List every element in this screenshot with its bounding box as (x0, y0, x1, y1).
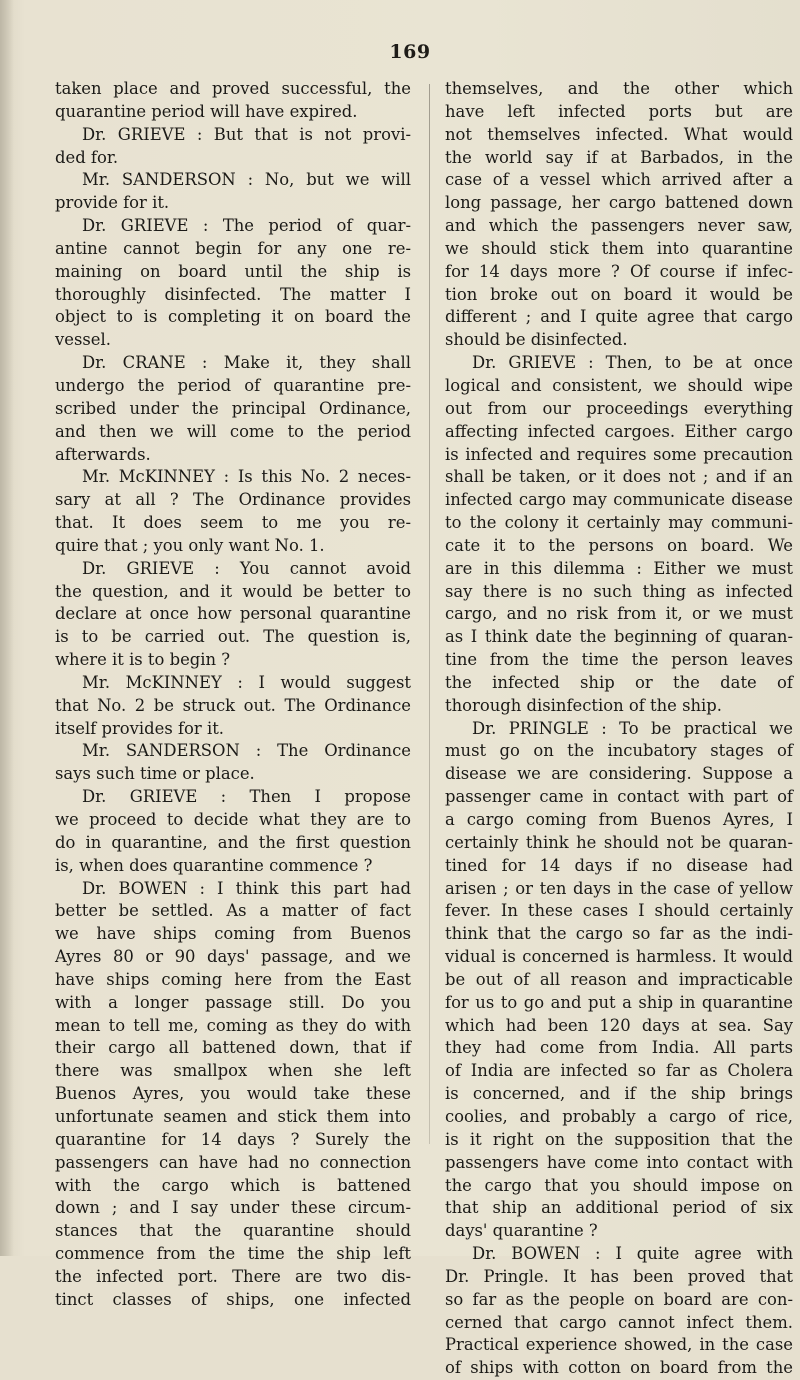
text-line: tine from the time the person leaves (445, 650, 793, 670)
text-line: are in this dilemma : Either we must (445, 558, 793, 578)
text-line: says such time or place. (55, 764, 255, 784)
text-line: maining on board until the ship is (55, 261, 411, 281)
text-line: for 14 days more ? Of course if infec- (445, 261, 793, 281)
text-line: days' quarantine ? (445, 1221, 598, 1241)
text-line: Dr. GRIEVE : Then I propose (82, 787, 411, 807)
text-line: is, when does quarantine commence ? (55, 855, 373, 875)
text-line: logical and consistent, we should wipe (445, 375, 793, 395)
text-line: where it is to begin ? (55, 650, 231, 670)
text-line: Buenos Ayres, you would take these (55, 1084, 411, 1104)
text-line: be out of all reason and impracticable (445, 969, 793, 989)
text-line: Dr. PRINGLE : To be practical we (472, 718, 793, 738)
text-line: shall be taken, or it does not ; and if an (445, 467, 793, 487)
text-line: with a longer passage still. Do you (55, 992, 411, 1012)
text-line: passengers can have had no connection (55, 1152, 411, 1172)
text-line: the infected port. There are two dis- (55, 1266, 411, 1286)
text-line: infected cargo may communicate disease (445, 490, 793, 510)
text-line: quarantine period will have expired. (55, 101, 358, 121)
text-line: and which the passengers never saw, (445, 216, 793, 236)
text-line: Mr. McKINNEY : I would suggest (82, 672, 411, 692)
text-line: must go on the incubatory stages of (445, 741, 793, 761)
text-line: that No. 2 be struck out. The Ordinance (55, 695, 411, 715)
text-line: object to is completing it on board the (55, 307, 411, 327)
text-line: Dr. GRIEVE : The period of quar- (82, 216, 411, 236)
text-line: mean to tell me, coming as they do with (55, 1015, 411, 1035)
column-divider (429, 84, 430, 1144)
text-line: for us to go and put a ship in quarantine (445, 992, 793, 1012)
text-line: which had been 120 days at sea. Say (445, 1015, 793, 1035)
text-line: we have ships coming from Buenos (55, 924, 411, 944)
text-line: is infected and requires some precaution (445, 444, 793, 464)
text-line: passenger came in contact with part of (445, 787, 793, 807)
text-line: better be settled. As a matter of fact (55, 901, 411, 921)
text-line: tinct classes of ships, one infected (55, 1289, 411, 1309)
text-line: we proceed to decide what they are to (55, 810, 411, 829)
text-line: we should stick them into quarantine (445, 238, 793, 258)
text-line: tined for 14 days if no disease had (445, 855, 793, 875)
text-line: passengers have come into contact with (445, 1152, 793, 1172)
text-line: down ; and I say under these circum- (55, 1198, 411, 1218)
text-line: think that the cargo so far as the indi- (445, 924, 793, 944)
text-line: scribed under the principal Ordinance, (55, 398, 411, 418)
text-line: and then we will come to the period (55, 421, 411, 441)
text-line: provide for it. (55, 193, 170, 213)
text-line: itself provides for it. (55, 718, 224, 738)
text-line: affecting infected cargoes. Either cargo (445, 421, 793, 441)
text-line: coolies, and probably a cargo of rice, (445, 1106, 793, 1126)
text-line: Dr. GRIEVE : You cannot avoid (82, 558, 411, 578)
text-line: as I think date the beginning of quaran- (445, 627, 793, 647)
text-line: Mr. SANDERSON : No, but we will (82, 170, 411, 190)
text-line: fever. In these cases I should certainly (445, 901, 793, 921)
page-number: 169 (389, 41, 431, 63)
text-line: antine cannot begin for any one re- (55, 238, 411, 258)
text-line: do in quarantine, and the first question (55, 832, 411, 852)
text-line: Dr. GRIEVE : Then, to be at once (472, 353, 793, 373)
text-line: cerned that cargo cannot infect them. (445, 1312, 793, 1332)
text-line: of India are infected so far as Cholera (445, 1061, 793, 1081)
text-line: out from our proceedings everything (445, 398, 793, 418)
text-line: so far as the people on board are con- (445, 1289, 793, 1309)
text-line: is to be carried out. The question is, (55, 627, 411, 647)
text-line: different ; and I quite agree that cargo (445, 307, 793, 327)
text-line: to the colony it certainly may communi- (445, 513, 793, 533)
page-edge-shadow (0, 0, 14, 1256)
text-line: a cargo coming from Buenos Ayres, I (445, 810, 793, 829)
text-line: with the cargo which is battened (55, 1175, 411, 1195)
text-line: sary at all ? The Ordinance provides (55, 490, 411, 510)
text-line: tion broke out on board it would be (445, 284, 793, 304)
text-line: their cargo all battened down, that if (55, 1038, 411, 1058)
text-line: cate it to the persons on board. We (445, 535, 793, 555)
text-line: taken place and proved successful, the (55, 79, 411, 98)
text-line: unfortunate seamen and stick them into (55, 1106, 411, 1126)
text-line: stances that the quarantine should (55, 1221, 411, 1241)
text-line: long passage, her cargo battened down (445, 193, 793, 213)
text-line: vessel. (55, 330, 111, 350)
text-line: Dr. CRANE : Make it, they shall (82, 353, 411, 373)
text-line: themselves, and the other which (445, 79, 793, 98)
text-line: there was smallpox when she left (55, 1061, 411, 1081)
text-line: is it right on the supposition that the (445, 1129, 793, 1149)
text-line: Mr. McKINNEY : Is this No. 2 neces- (82, 467, 411, 487)
text-line: thoroughly disinfected. The matter I (55, 284, 411, 304)
text-line: arisen ; or ten days in the case of yellow (445, 878, 793, 898)
text-line: vidual is concerned is harmless. It would (445, 947, 793, 967)
text-line: they had come from India. All parts (445, 1038, 793, 1058)
text-line: of ships with cotton on board from the (445, 1358, 793, 1378)
text-line: the world say if at Barbados, in the (445, 147, 793, 167)
text-line: Practical experience showed, in the case (445, 1335, 793, 1355)
text-line: say there is no such thing as infected (445, 581, 793, 601)
text-line: Dr. Pringle. It has been proved that (445, 1266, 793, 1286)
left-text-column (55, 78, 411, 1312)
text-line: disease we are considering. Suppose a (445, 764, 793, 784)
text-line: have left infected ports but are (445, 101, 793, 121)
text-line: declare at once how personal quarantine (55, 604, 411, 624)
text-line: that ship an additional period of six (445, 1198, 793, 1218)
text-line: Dr. BOWEN : I think this part had (82, 878, 411, 898)
text-line: Dr. GRIEVE : But that is not provi- (82, 124, 411, 144)
text-line: certainly think he should not be quaran- (445, 832, 793, 852)
text-line: have ships coming here from the East (55, 969, 411, 989)
text-line: the question, and it would be better to (55, 581, 411, 601)
text-line: case of a vessel which arrived after a (445, 170, 793, 190)
text-line: that. It does seem to me you re- (55, 513, 411, 533)
text-line: not themselves infected. What would (445, 124, 793, 144)
text-line: afterwards. (55, 444, 151, 464)
text-line: Dr. BOWEN : I quite agree with (472, 1244, 793, 1264)
text-line: commence from the time the ship left (55, 1244, 411, 1264)
text-line: the infected ship or the date of (445, 672, 793, 692)
text-line: Mr. SANDERSON : The Ordinance (82, 741, 411, 761)
right-text-column (445, 78, 793, 1380)
text-line: thorough disinfection of the ship. (445, 695, 722, 715)
text-line: Ayres 80 or 90 days' passage, and we (55, 947, 411, 967)
text-line: the cargo that you should impose on (445, 1175, 793, 1195)
text-line: quire that ; you only want No. 1. (55, 535, 325, 555)
text-line: should be disinfected. (445, 330, 628, 350)
text-line: quarantine for 14 days ? Surely the (55, 1129, 411, 1149)
text-line: ded for. (55, 147, 119, 167)
text-line: undergo the period of quarantine pre- (55, 375, 411, 395)
text-line: cargo, and no risk from it, or we must (445, 604, 793, 624)
text-line: is concerned, and if the ship brings (445, 1084, 793, 1104)
